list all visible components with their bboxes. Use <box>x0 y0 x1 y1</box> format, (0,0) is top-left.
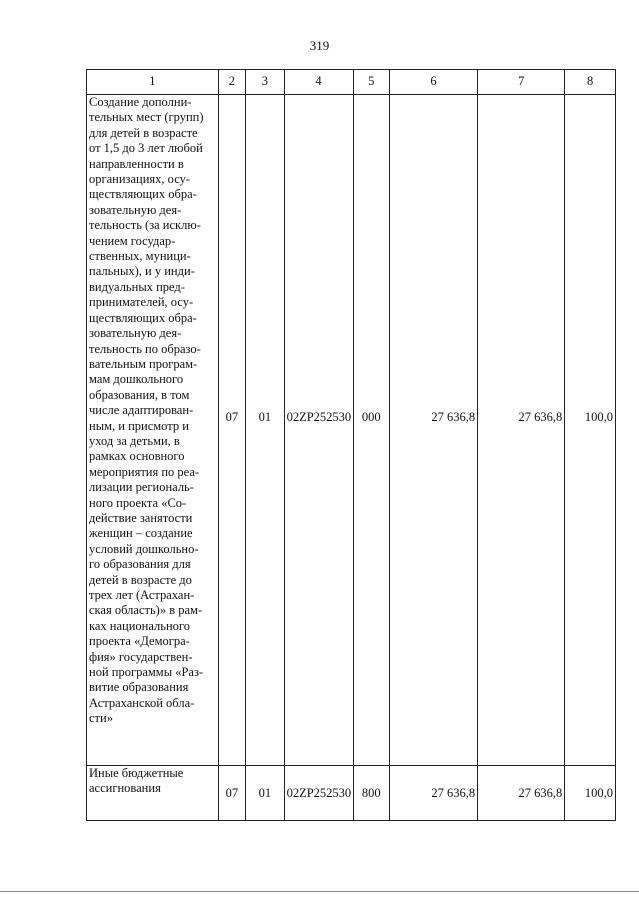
row-amount-plan: 27 636,8 <box>389 95 477 766</box>
row-target-code: 02ZP252530 <box>284 95 353 766</box>
header-col-5: 5 <box>353 70 389 95</box>
row-amount-plan: 27 636,8 <box>389 766 477 821</box>
row-expense-type: 000 <box>353 95 389 766</box>
row-description: Иные бюджетные ассигнования <box>87 766 219 821</box>
header-col-4: 4 <box>284 70 353 95</box>
header-col-1: 1 <box>87 70 219 95</box>
row-expense-type: 800 <box>353 766 389 821</box>
header-col-7: 7 <box>478 70 565 95</box>
row-subsection: 01 <box>246 95 285 766</box>
row-subsection: 01 <box>246 766 285 821</box>
row-amount-actual: 27 636,8 <box>478 95 565 766</box>
row-section: 07 <box>218 766 245 821</box>
table-row <box>87 95 616 766</box>
page-number: 319 <box>309 38 330 53</box>
row-percent: 100,0 <box>565 766 616 821</box>
row-description: Создание дополни- тельных мест (групп) для детей в возрасте от 1,5 до 3 лет любой направленности в организациях, осу- ществляющих обра- зовательную дея- тельность (за исклю- чением государ- ственных, муници- пальных), и у инди- видуальных пред- принимателей, осу- ществляющих обра- зовательную дея- тельность по образо- вательным програм- мам дошкольного образования, в том числе адаптирован- ным, и присмотр и уход за детьми, в рамках основного мероприятия по реа- лизации региональ- ного проекта «Со- действие занятости женщин – создание условий дошкольно- го образования для детей в возрасте до трех лет (Астрахан- ская область)» в рам- ках национального проекта «Демогра- фия» государствен- ной программы «Раз- витие образования Астраханской обла- сти» <box>87 95 219 766</box>
header-row <box>87 70 616 95</box>
header-col-3: 3 <box>246 70 285 95</box>
row-amount-actual: 27 636,8 <box>478 766 565 821</box>
row-section: 07 <box>218 95 245 766</box>
header-col-6: 6 <box>389 70 477 95</box>
budget-table <box>86 69 616 821</box>
table-header <box>87 70 616 95</box>
header-col-2: 2 <box>218 70 245 95</box>
row-percent: 100,0 <box>565 95 616 766</box>
table-row <box>87 766 616 821</box>
row-target-code: 02ZP252530 <box>284 766 353 821</box>
header-col-8: 8 <box>565 70 616 95</box>
scan-edge-line <box>0 891 639 892</box>
